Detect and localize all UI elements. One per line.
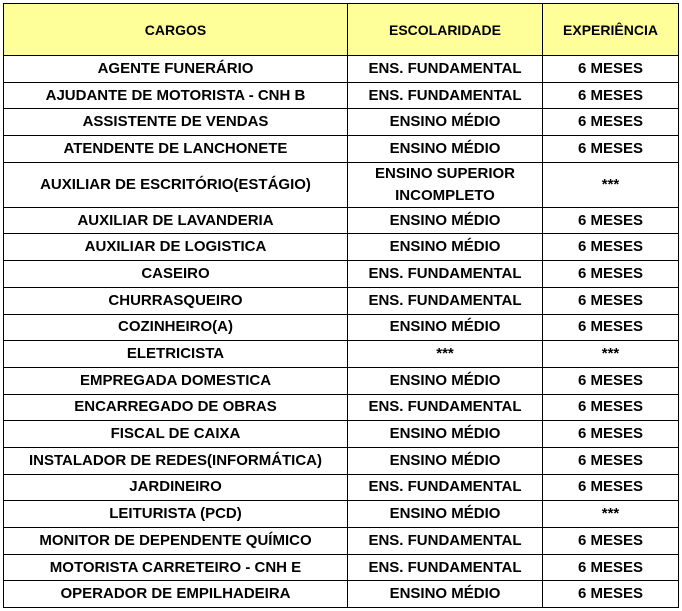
table-row: [4, 554, 679, 581]
cell-escolaridade: ENSINO MÉDIO: [348, 501, 543, 528]
cell-escolaridade: ENSINO MÉDIO: [348, 421, 543, 448]
table-row: [4, 287, 679, 314]
cell-experiencia: 6 MESES: [543, 421, 679, 448]
header-cargos: CARGOS: [4, 4, 348, 56]
cell-escolaridade: ***: [348, 341, 543, 368]
cell-cargo: ELETRICISTA: [4, 341, 348, 368]
table-row: [4, 314, 679, 341]
cell-cargo: CASEIRO: [4, 261, 348, 288]
cell-experiencia: 6 MESES: [543, 528, 679, 555]
cell-cargo: COZINHEIRO(A): [4, 314, 348, 341]
cell-cargo: LEITURISTA (PCD): [4, 501, 348, 528]
cell-escolaridade: ENS. FUNDAMENTAL: [348, 56, 543, 83]
cell-cargo: AGENTE FUNERÁRIO: [4, 56, 348, 83]
cell-experiencia: 6 MESES: [543, 207, 679, 234]
cell-cargo: ENCARREGADO DE OBRAS: [4, 394, 348, 421]
cell-cargo: CHURRASQUEIRO: [4, 287, 348, 314]
cell-escolaridade: ENS. FUNDAMENTAL: [348, 474, 543, 501]
cell-cargo: ASSISTENTE DE VENDAS: [4, 109, 348, 136]
cell-cargo: AUXILIAR DE ESCRITÓRIO(ESTÁGIO): [4, 162, 348, 207]
table-header-row: [4, 4, 679, 56]
cell-experiencia: 6 MESES: [543, 109, 679, 136]
cell-experiencia: 6 MESES: [543, 314, 679, 341]
table-row: [4, 367, 679, 394]
cell-experiencia: 6 MESES: [543, 581, 679, 608]
cell-escolaridade: ENS. FUNDAMENTAL: [348, 394, 543, 421]
table-row: [4, 234, 679, 261]
cell-experiencia: ***: [543, 501, 679, 528]
cell-escolaridade: ENSINO MÉDIO: [348, 367, 543, 394]
cell-experiencia: 6 MESES: [543, 287, 679, 314]
cell-experiencia: 6 MESES: [543, 474, 679, 501]
cell-escolaridade: ENSINO SUPERIOR INCOMPLETO: [348, 162, 543, 207]
cell-experiencia: ***: [543, 341, 679, 368]
cell-experiencia: 6 MESES: [543, 136, 679, 163]
cell-experiencia: 6 MESES: [543, 394, 679, 421]
table-row: [4, 421, 679, 448]
cell-escolaridade: ENSINO MÉDIO: [348, 136, 543, 163]
table-row: [4, 474, 679, 501]
cell-escolaridade: ENSINO MÉDIO: [348, 447, 543, 474]
cell-experiencia: 6 MESES: [543, 261, 679, 288]
cell-cargo: AUXILIAR DE LOGISTICA: [4, 234, 348, 261]
job-listing-container: [3, 3, 679, 608]
table-row: [4, 341, 679, 368]
cell-escolaridade: ENS. FUNDAMENTAL: [348, 82, 543, 109]
header-escolaridade: ESCOLARIDADE: [348, 4, 543, 56]
cell-cargo: EMPREGADA DOMESTICA: [4, 367, 348, 394]
job-listing-table: [3, 3, 679, 608]
cell-escolaridade: ENS. FUNDAMENTAL: [348, 287, 543, 314]
cell-cargo: JARDINEIRO: [4, 474, 348, 501]
cell-experiencia: 6 MESES: [543, 56, 679, 83]
cell-cargo: ATENDENTE DE LANCHONETE: [4, 136, 348, 163]
cell-experiencia: 6 MESES: [543, 234, 679, 261]
table-row: [4, 447, 679, 474]
cell-escolaridade: ENSINO MÉDIO: [348, 234, 543, 261]
cell-cargo: AJUDANTE DE MOTORISTA - CNH B: [4, 82, 348, 109]
table-row: [4, 56, 679, 83]
table-row: [4, 581, 679, 608]
cell-cargo: MOTORISTA CARRETEIRO - CNH E: [4, 554, 348, 581]
table-row: [4, 501, 679, 528]
cell-cargo: INSTALADOR DE REDES(INFORMÁTICA): [4, 447, 348, 474]
table-row: [4, 109, 679, 136]
cell-escolaridade: ENS. FUNDAMENTAL: [348, 261, 543, 288]
table-row: [4, 136, 679, 163]
table-row: [4, 261, 679, 288]
cell-escolaridade: ENS. FUNDAMENTAL: [348, 528, 543, 555]
cell-escolaridade: ENSINO MÉDIO: [348, 581, 543, 608]
cell-experiencia: ***: [543, 162, 679, 207]
table-row: [4, 82, 679, 109]
cell-experiencia: 6 MESES: [543, 447, 679, 474]
header-experiencia: EXPERIÊNCIA: [543, 4, 679, 56]
table-row: [4, 207, 679, 234]
cell-experiencia: 6 MESES: [543, 554, 679, 581]
cell-cargo: OPERADOR DE EMPILHADEIRA: [4, 581, 348, 608]
cell-escolaridade: ENSINO MÉDIO: [348, 207, 543, 234]
table-row: [4, 528, 679, 555]
cell-escolaridade: ENS. FUNDAMENTAL: [348, 554, 543, 581]
table-row: [4, 394, 679, 421]
cell-experiencia: 6 MESES: [543, 82, 679, 109]
table-row: [4, 162, 679, 207]
cell-cargo: FISCAL DE CAIXA: [4, 421, 348, 448]
cell-escolaridade: ENSINO MÉDIO: [348, 314, 543, 341]
cell-escolaridade: ENSINO MÉDIO: [348, 109, 543, 136]
cell-experiencia: 6 MESES: [543, 367, 679, 394]
cell-cargo: AUXILIAR DE LAVANDERIA: [4, 207, 348, 234]
cell-cargo: MONITOR DE DEPENDENTE QUÍMICO: [4, 528, 348, 555]
